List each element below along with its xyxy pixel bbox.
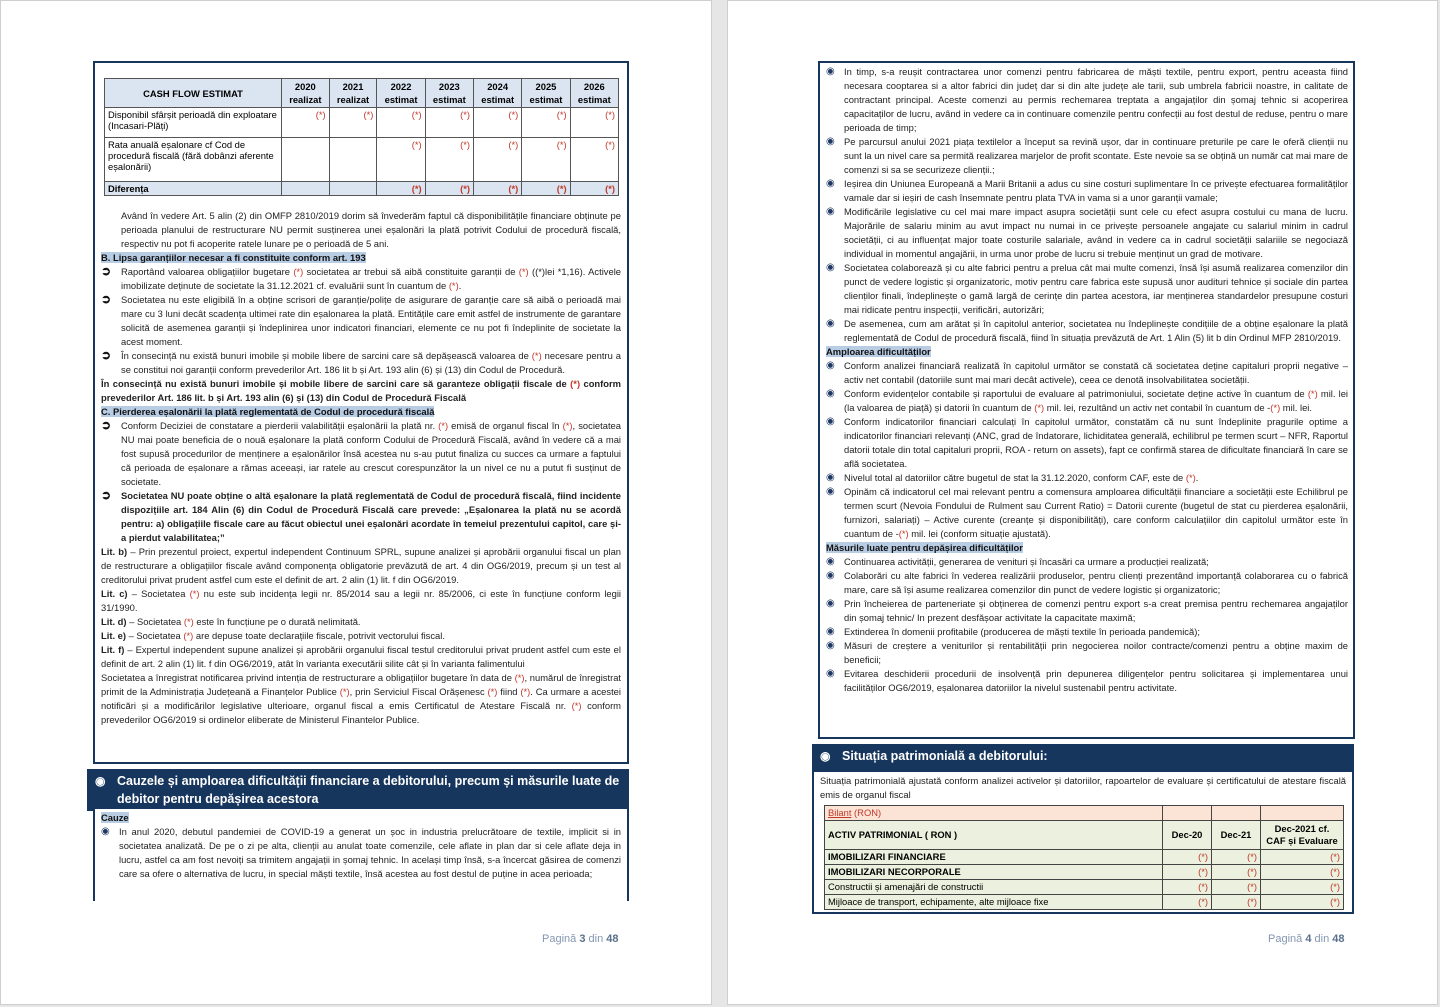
intro-paragraph: Având în vedere Art. 5 alin (2) din OMFP 2810/2019 dorim să învederăm faptul că disponibilitățile financiare obținute pe perioada planului de restructurare NU permit susținerea unei eșalonări la plată potrivit Codului de procedură fiscală, respectiv nu pot fi acoperite ratele lunare pe o perioadă de 5 ani. [121, 210, 621, 249]
list-item: ◉ Nivelul total al datoriilor către bugetul de stat la 31.12.2020, conform CAF, este de (*). [826, 472, 1199, 483]
patrimonial-intro: Situația patrimonială ajustată conform analizei activelor și datoriilor, rapoartelor de evaluare și certificatului de atestare fiscală emis de organul fiscal [820, 775, 1346, 800]
circle-bullet-icon: ◉ [826, 206, 835, 217]
cell-value: (*) [329, 108, 377, 138]
cashflow-table [104, 78, 619, 196]
circle-bullet-icon: ◉ [826, 556, 835, 567]
masuri-title: Măsurile luate pentru depășirea dificultăților [826, 542, 1023, 553]
circle-bullet-icon: ◉ [826, 472, 835, 483]
circle-bullet-icon: ◉ [826, 360, 835, 371]
lit-c: Lit. c) – Societatea (*) nu este sub incidența legii nr. 85/2014 sau a legii nr. 85/2006, ci este în funcțiune conform legii 31/1990. [101, 588, 622, 613]
circle-bullet-icon: ◉ [820, 749, 831, 763]
bilant-top-row: Bilant (RON) [825, 806, 1344, 821]
list-item: ◉ Măsuri de creștere a veniturilor și rentabilității prin negocierea noilor contracte/comenzi pentru a obține maxim de beneficii; [826, 640, 1348, 665]
lit-d: Lit. d) – Societatea (*) este în funcțiune pe o durată nelimitată. [101, 616, 361, 627]
table-row [105, 138, 619, 182]
cashflow-header-row [105, 79, 619, 108]
cell-value: (*) [425, 182, 473, 196]
circle-bullet-icon: ◉ [826, 598, 835, 609]
cell-value: (*) [377, 182, 425, 196]
list-item: ◉ De asemenea, cum am arătat și în capitolul anterior, societatea nu îndeplinește condițiile de a obține eșalonare la plată reglementată de Codul de procedură fiscală, fiind în situația prevăzută de Art. 1 Alin (5) lit b din Ordinul MFP 2810/2019. [826, 318, 1348, 343]
circle-bullet-icon: ◉ [826, 388, 835, 399]
row-label: Disponibil sfârșit perioadă din exploatare (Incasari-Plăți) [105, 108, 282, 138]
table-row: IMOBILIZARI NECORPORALE (*) (*) (*) [825, 865, 1344, 880]
cell-value [329, 138, 377, 182]
circle-bullet-icon: ◉ [826, 136, 835, 147]
list-item: ◉ In anul 2020, debutul pandemiei de COVID-19 a generat un șoc in industria prelucrătoare de textile, implicit si in societatea analizată. De pe o zi pe alta, clienții au anulat toate comenzile, cele aflate in plan dar si cele aflate deja in lucru, astfel ca am fost nevoiți sa trimitem angajații in șomaj tehnic. In același timp însă, s-a încercat găsirea de comenzi care sa ofere o alternativa de lucru, in special măști textile, însă acestea au fost destul de puține in acea perioada; [101, 826, 621, 879]
section-c-title: C. Pierderea eșalonării la plată reglementată de Codul de procedură fiscală [101, 406, 435, 417]
circle-bullet-icon: ◉ [101, 826, 110, 837]
col-2026: 2026 estimat [570, 79, 618, 108]
list-item: ➲ În consecință nu există bunuri imobile și mobile libere de sarcini care să depășească valoarea de (*) necesare pentru a se constitui noi garanții conform prevederilor Art. 186 lit b și Art. 193 alin (6) și (13) din Codul de Procedură. [101, 348, 621, 375]
cell-value: (*) [425, 138, 473, 182]
section-b-conclusion: În consecință nu există bunuri imobile și mobile libere de sarcini care să garanteze obligații fiscale de (*) conform prevederilor Art. 186 lit. b și Art. 193 alin (6) și (13) din Codul de Procedură Fiscală [101, 378, 621, 403]
page3-body [101, 209, 621, 727]
page-footer: Pagină 4 din 48 [1268, 933, 1345, 945]
cell-value: (*) [570, 108, 618, 138]
list-item: ◉ Conform indicatorilor financiari calculați în capitolul următor, constatăm că nu sunt îndeplinite pragurile optime a indicatorilor financiari relevanți (ANC, grad de îndatorare, lichiditatea generală, echilibrul pe termen scurt – NFR, Raportul datorii totale din total capitaluri proprii, ROA - return on assets), fapt ce confirmă starea de dificultate financiară în care se află societatea. [826, 416, 1348, 469]
patrimonial-frame [812, 772, 1354, 914]
cell-value: (*) [377, 138, 425, 182]
section-b-title: B. Lipsa garanțiilor necesar a fi constituite conform art. 193 [101, 252, 366, 263]
cell-value: (*) [474, 182, 522, 196]
table-row: Mijloace de transport, echipamente, alte mijloace fixe (*) (*) (*) [825, 895, 1344, 910]
cell-value [329, 182, 377, 196]
circle-bullet-icon: ◉ [826, 486, 835, 497]
list-item: ◉ Prin încheierea de parteneriate și obținerea de comenzi pentru export s-a creat premisa pentru rechemarea angajaților din șomaj tehnic/ In prezent desfășoar activitate la capacitate maximă; [826, 598, 1348, 623]
table-row: Constructii și amenajări de constructii (*) (*) (*) [825, 880, 1344, 895]
circle-bullet-icon: ◉ [826, 640, 835, 651]
list-item: ◉ Continuarea activității, generarea de venituri și încasări ca urmare a producției realizată; [826, 556, 1209, 567]
page4-content-frame [818, 61, 1355, 739]
list-item: ➲ Societatea nu este eligibilă în a obține scrisori de garanție/polițe de asigurare de garanție care să aibă o perioadă mai mare cu 3 luni decât scadența ultimei rate din eșalonarea la plată. Entitățile care emit astfel de instrumente de garantare solicită de asemenea garanții și îndeplinirea unor indicatori financiari, elemente ce nu pot fi îndeplinite de societate la acest moment. [101, 292, 621, 347]
circle-bullet-icon: ◉ [826, 178, 835, 189]
document-page-4 [727, 0, 1438, 1005]
circle-bullet-icon: ◉ [826, 318, 835, 329]
cell-value: (*) [522, 182, 570, 196]
arrow-bullet-icon: ➲ [101, 264, 112, 278]
list-item: ◉ Conform analizei financiară realizată în capitolul următor se constată că societatea deține capitaluri proprii negative – activ net contabil (datoriile sunt mai mari decât activele), ceea ce denotă insolvabilitatea societății. [826, 360, 1348, 385]
arrow-bullet-icon: ➲ [101, 418, 112, 432]
cell-value [282, 182, 330, 196]
circle-bullet-icon: ◉ [95, 774, 106, 788]
row-label: Rata anuală eșalonare cf Cod de procedură fiscală (fără dobânzi aferente eșalonării) [105, 138, 282, 182]
cell-value: (*) [377, 108, 425, 138]
bilant-header-row: ACTIV PATRIMONIAL ( RON ) Dec-20 Dec-21 Dec-2021 cf. CAF și Evaluare [825, 821, 1344, 850]
arrow-bullet-icon: ➲ [101, 488, 112, 502]
bilant-table [824, 805, 1344, 910]
lit-f: Lit. f) – Expertul independent supune analizei și aprobării organului fiscal testul creditorului privat prudent astfel cum este el definit de art. 2 alin (1) lit. f din OG6/2019, atât în varianta executării silite cât și în varianta falimentului [101, 644, 621, 669]
list-item: ◉ In timp, s-a reușit contractarea unor comenzi pentru fabricarea de măști textile, pentru export, pentru aceasta fiind necesara cooptarea si a altor fabrici din județ dar si din alte județe ale tarii, sub umbrela fabricii noastre, in calitate de contractant principal. Aceste comenzi au permis rechemarea treptata a angajaților din șomaj tehnic si acoperirea capacitaților de lucru, având in vedere ca in continuare comenzile pentru confecții au fost destul de reduse, pentru o mare perioada de timp; [826, 66, 1348, 133]
list-item: ◉ Modificările legislative cu cel mai mare impact asupra societății sunt cele cu efect asupra costului cu mana de lucru. Majorările de salariu minim au avut impact nu numai in ce privește persoanele angajate cu salariul minim in cadrul societății, ci au influențat major toate costurile salariale, având in vedere ca in cadrul societății salariile se negociază individual in momentul angajării, in urma unor probe de lucru si trebuie menținut un grad de motivare. [826, 206, 1348, 259]
cell-value [282, 138, 330, 182]
list-item: ◉ Ieșirea din Uniunea Europeană a Marii Britanii a adus cu sine costuri suplimentare în ce privește efectuarea formalităților vamale dar si ieșiri de cash însemnate pentru plata TVA in vama si a unor garanții vamale; [826, 178, 1348, 203]
cell-value: (*) [474, 138, 522, 182]
cell-value: (*) [282, 108, 330, 138]
page3-content-frame [93, 61, 629, 764]
cell-value: (*) [474, 108, 522, 138]
cell-value: (*) [522, 108, 570, 138]
col-2020: 2020 realizat [282, 79, 330, 108]
lit-b: Lit. b) – Prin prezentul proiect, expertul independent Continuum SPRL, supune analizei și aprobării organului fiscal un plan de restructurare a obligațiilor fiscale având componența obligatorie prevăzută de art. 4 din OG6/2019, precum și un test al creditorului privat prudent astfel cum este el definit de art. 2 alin (1) lit. f din OG6/2019. [101, 546, 621, 585]
circle-bullet-icon: ◉ [826, 626, 835, 637]
list-item: ◉ Conform evidențelor contabile și raportului de evaluare al patrimoniului, societate deține active în cuantum de (*) mil. lei (la valoarea de piață) și datorii în cuantum de (*) mil. lei, rezultând un activ net contabil în cuantum de -(*) mil. lei. [826, 388, 1348, 413]
list-item: ◉ Opinăm că indicatorul cel mai relevant pentru a comensura amploarea dificultății financiare a societății este Echilibrul pe termen scurt (Nevoia Fondului de Rulment sau Current Ratio) = Datorii curente (bugetul de stat cu pierderea eșalonării, furnizori, salariați) – Active curente (creanțe și disponibilități), care conform calculațiilor din capitolul următor este în cuantum de -(*) mil. lei (conform situație ajustată). [826, 486, 1348, 539]
table-row: IMOBILIZARI FINANCIARE (*) (*) (*) [825, 850, 1344, 865]
col-2023: 2023 estimat [425, 79, 473, 108]
patrimonial-section-header [812, 744, 1354, 772]
causes-subtitle: Cauze [101, 812, 129, 823]
col-2025: 2025 estimat [522, 79, 570, 108]
list-item: ◉ Evitarea deschiderii procedurii de insolvență prin depunerea diligențelor pentru solicitarea și implementarea unui facilităților OG6/2019, eșalonarea datoriilor la nivelul sustenabil pentru activitate. [826, 668, 1348, 693]
list-item: ◉ Societatea colaborează și cu alte fabrici pentru a prelua cât mai multe comenzi, însă își asumă realizarea comenzilor din punct de vedere logistic și organizatoric, motiv pentru care fabrica este supusă unor audituri tehnice și sociale din partea clienților finali, îndeplinește o gamă largă de cerințe din partea acestora, iar menținerea standardelor presupune costuri mai ridicate pentru inspecții, verificări, autorizări; [826, 262, 1348, 315]
col-2024: 2024 estimat [474, 79, 522, 108]
table-row-difference [105, 182, 619, 196]
circle-bullet-icon: ◉ [826, 570, 835, 581]
circle-bullet-icon: ◉ [826, 668, 835, 679]
list-item: ◉ Colaborări cu alte fabrici în vederea realizării produselor, pentru clienți prezentând importanță colaborarea cu o fabrică mare, care să își asume realizarea comenzilor din punct de vedere logistic și organizatoric; [826, 570, 1348, 595]
col-2021: 2021 realizat [329, 79, 377, 108]
arrow-bullet-icon: ➲ [101, 348, 112, 362]
cell-value: (*) [570, 182, 618, 196]
causes-frame [93, 809, 629, 901]
col-2022: 2022 estimat [377, 79, 425, 108]
cell-value: (*) [570, 138, 618, 182]
row-label: Diferența [105, 182, 282, 196]
cell-value: (*) [522, 138, 570, 182]
page-footer: Pagină 3 din 48 [542, 933, 619, 945]
causes-section-title: Cauzele și amploarea dificultății financiare a debitorului, precum și măsurile luate de debitor pentru depășirea acestora [117, 774, 620, 806]
circle-bullet-icon: ◉ [826, 416, 835, 427]
arrow-bullet-icon: ➲ [101, 292, 112, 306]
circle-bullet-icon: ◉ [826, 66, 835, 77]
causes-section-header [87, 769, 629, 811]
patrimonial-section-title: Situația patrimonială a debitorului: [842, 749, 1048, 763]
cell-value: (*) [425, 108, 473, 138]
list-item: ➲ Raportând valoarea obligațiilor bugetare (*) societatea ar trebui să aibă constituite garanții de (*) ((*)lei *1,16). Activele imobilizate deținute de societate la 31.12.2021 cf. evaluării sunt în cuantum de (*). [101, 264, 621, 291]
lit-e: Lit. e) – Societatea (*) are depuse toate declarațiile fiscale, potrivit vectorului fiscal. [101, 630, 445, 641]
table-row [105, 108, 619, 138]
list-item: ➲ Societatea NU poate obține o altă eșalonare la plată reglementată de Codul de procedură fiscală, fiind incidente dispozițiile art. 184 Alin (6) din Codul de Procedură Fiscală care prevede: „Eșalonarea la plată nu se acordă pentru: a) obligațiile fiscale care au făcut obiectul unei eșalonări acordate în temeiul prezentului capitol, care și-a pierdut valabilitatea;” [101, 488, 621, 543]
notification-paragraph: Societatea a înregistrat notificarea privind intenția de restructurare a obligațiilor bugetare în data de (*), numărul de înregistrat primit de la Administrația Județeană a Finanțelor Publice (*), prin Serviciul Fiscal Orășenesc (*) fiind (*). Ca urmare a acestei notificări și a modificărilor legislative ulterioare, organul fiscal a emis Certificatul de Atestare Fiscală nr. (*) conform prevederilor OG6/2019 si ordinelor eliberate de Ministerul Finantelor Publice. [101, 672, 622, 725]
circle-bullet-icon: ◉ [826, 262, 835, 273]
cashflow-title: CASH FLOW ESTIMAT [105, 79, 282, 108]
list-item: ➲ Conform Deciziei de constatare a pierderii valabilității eșalonării la plată nr. (*) emisă de organul fiscal în (*), societatea NU mai poate beneficia de o nouă eșalonare la plată conform Codului de Procedură Fiscală, având în vedere că a mai fost supusă procedurilor de menținere a eșalonărilor însă acestea nu s-au putut finaliza cu succes ca urmare a faptului că perioada de eșalonare a rămas aceeași, iar ratele au crescut corespunzător la un nivel ce nu a putut fi susținut de societate. [101, 418, 621, 487]
document-page-3 [0, 0, 712, 1005]
amploarea-title: Amploarea dificultăților [826, 346, 931, 357]
list-item: ◉ Extinderea în domenii profitabile (producerea de măști textile în perioada pandemică); [826, 626, 1200, 637]
list-item: ◉ Pe parcursul anului 2021 piața textilelor a început sa revină ușor, dar in continuare preturile pe care le oferă clienții nu sunt la un nivel care sa permită realizarea marjelor de profit scontate. Este nevoie sa se obțină un număr cat mai mare de comenzi si sa se securizeze clienții.; [826, 136, 1348, 175]
